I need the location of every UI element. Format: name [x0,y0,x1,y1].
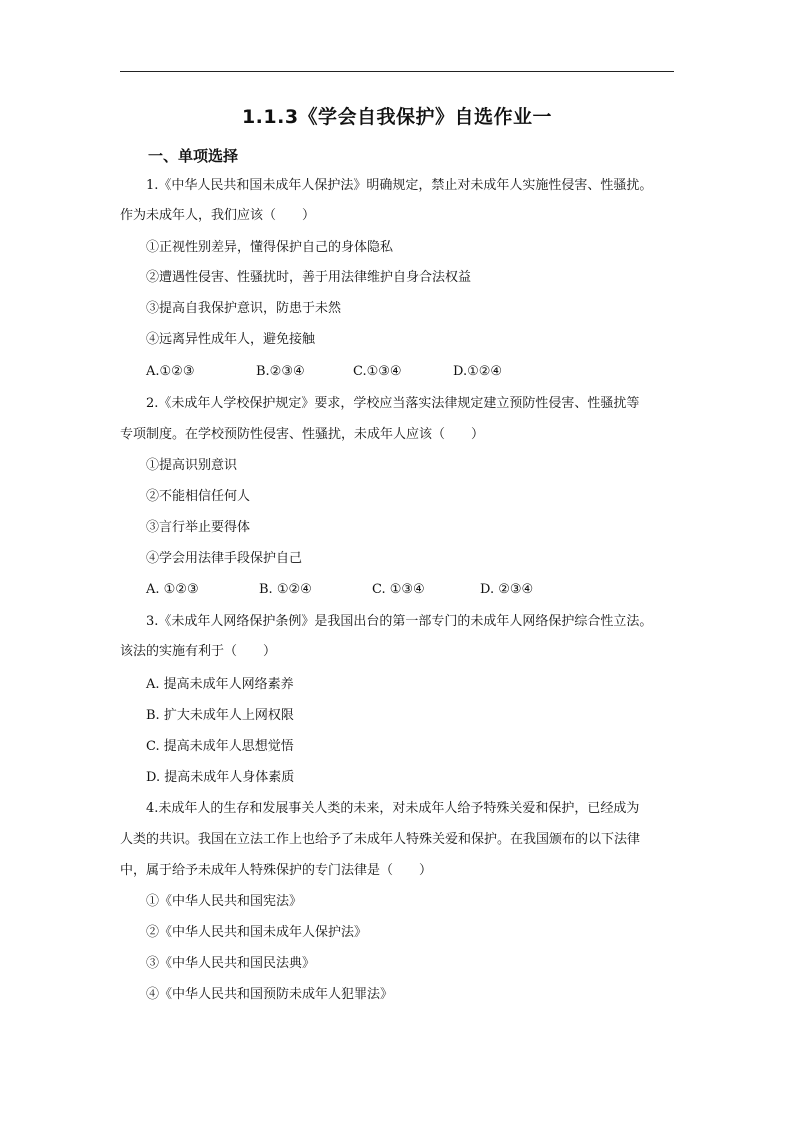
choice-d: D. ②③④ [480,582,534,597]
section-heading: 一、单项选择 [148,147,239,165]
q1-item: ①正视性别差异，懂得保护自己的身体隐私 [146,240,394,255]
q2-choices [146,582,533,597]
choice-b: B. ①②④ [259,582,312,597]
q3-option: B. 扩大未成年人上网权限 [146,708,294,723]
q4-stem-line3: 中，属于给予未成年人特殊保护的专门法律是（ ） [120,863,433,878]
choice-c: C.①③④ [353,364,402,379]
page-title: 1.1.3《学会自我保护》自选作业一 [241,106,553,128]
q2-item: ②不能相信任何人 [146,489,251,504]
q1-item: ④远离异性成年人，避免接触 [146,332,316,347]
choice-b: B.②③④ [256,364,305,379]
q4-item: ②《中华人民共和国未成年人保护法》 [146,925,368,940]
q1-item: ③提高自我保护意识，防患于未然 [146,301,342,316]
q3-option: A. 提高未成年人网络素养 [146,677,294,692]
q2-item: ③言行举止要得体 [146,520,251,535]
q2-stem-line2: 专项制度。在学校预防性侵害、性骚扰，未成年人应该（ ） [120,427,485,442]
choice-c: C. ①③④ [372,582,425,597]
choice-a: A. ①②③ [146,582,199,597]
header-rule [120,71,674,72]
q2-item: ④学会用法律手段保护自己 [146,551,303,566]
q4-item: ①《中华人民共和国宪法》 [146,894,303,909]
q3-stem-line2: 该法的实施有利于（ ） [120,644,277,659]
q1-item: ②遭遇性侵害、性骚扰时，善于用法律维护自身合法权益 [146,270,472,285]
q3-option: D. 提高未成年人身体素质 [146,770,295,785]
q4-stem-line2: 人类的共识。我国在立法工作上也给予了未成年人特殊关爱和保护。在我国颁布的以下法律 [120,832,641,847]
q4-item: ③《中华人民共和国民法典》 [146,956,316,971]
q2-stem-line1: 2.《未成年人学校保护规定》要求，学校应当落实法律规定建立预防性侵害、性骚扰等 [146,396,640,411]
q2-item: ①提高识别意识 [146,458,238,473]
q1-stem-line1: 1.《中华人民共和国未成年人保护法》明确规定，禁止对未成年人实施性侵害、性骚扰。 [146,178,653,193]
q4-stem-line1: 4.未成年人的生存和发展事关人类的未来，对未成年人给予特殊关爱和保护，已经成为 [146,801,640,816]
q3-option: C. 提高未成年人思想觉悟 [146,739,294,754]
choice-a: A.①②③ [146,364,195,379]
q1-stem-line2: 作为未成年人，我们应该（ ） [120,208,316,223]
q3-stem-line1: 3.《未成年人网络保护条例》是我国出台的第一部专门的未成年人网络保护综合性立法。 [146,614,653,629]
choice-d: D.①②④ [453,364,503,379]
q4-item: ④《中华人民共和国预防未成年人犯罪法》 [146,987,394,1002]
q1-choices [146,364,502,379]
